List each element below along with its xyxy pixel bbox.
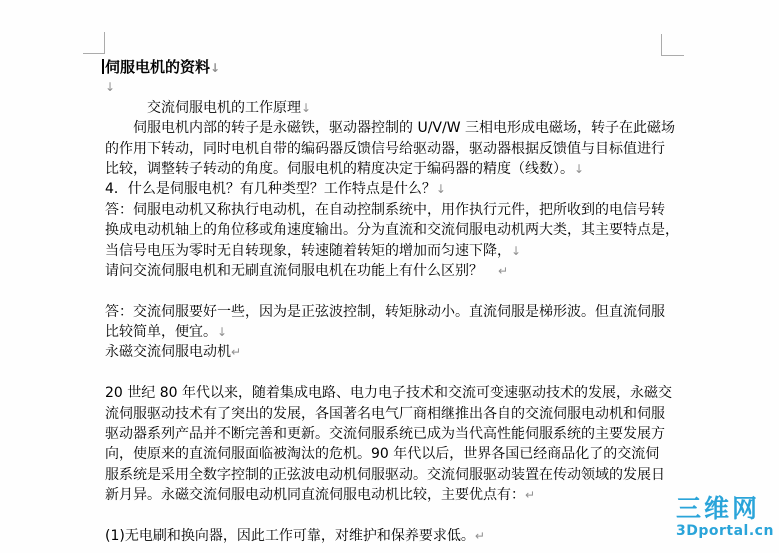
line-text: 流伺服驱动技术有了突出的发展，各国著名电气厂商相继推出各自的交流伺服电动机和伺服 <box>105 405 665 422</box>
watermark <box>676 495 774 538</box>
line-text: 的作用下转动，同时电机自带的编码器反馈信号给驱动器，驱动器根据反馈值与目标值进行 <box>105 140 665 157</box>
line-text: 答：交流伺服要好一些，因为是正弦波控制，转矩脉动小。直流伺服是梯形波。但直流伺服 <box>105 303 665 320</box>
line-text: 比较，调整转子转动的角度。伺服电机的精度决定于编码器的精度（线数）。 <box>105 160 574 177</box>
text-line[interactable] <box>105 444 665 464</box>
line-text: 新月异。永磁交流伺服电动机同直流伺服电动机比较，主要优点有： <box>105 487 525 504</box>
text-line[interactable] <box>105 281 665 301</box>
line-text: 4．什么是伺服电机？有几种类型？工作特点是什么？ <box>105 181 436 198</box>
text-line[interactable] <box>105 261 665 281</box>
line-break-mark: ↓ <box>301 100 312 115</box>
line-text: 伺服电机的资料 <box>105 58 211 76</box>
paragraph-mark: ↵ <box>474 528 485 543</box>
text-boundary-mark-top-right <box>661 34 684 56</box>
line-text: 向，使原来的直流伺服面临被淘汰的危机。90 年代以后，世界各国已经商品化了的交流伺 <box>105 446 660 463</box>
text-line[interactable] <box>105 200 665 220</box>
paragraph-mark: ↵ <box>525 488 536 503</box>
line-text: (1)无电刷和换向器，因此工作可靠，对维护和保养要求低。 <box>105 527 475 544</box>
line-text: 永磁交流伺服电动机 <box>105 344 231 361</box>
line-text: 请问交流伺服电机和无刷直流伺服电机在功能上有什么区别？ <box>105 262 483 279</box>
text-line[interactable] <box>105 159 665 179</box>
text-line[interactable] <box>105 383 672 403</box>
text-line[interactable] <box>105 424 665 444</box>
text-line[interactable] <box>105 342 665 362</box>
watermark-logo-text: 三维网 <box>676 494 761 523</box>
text-line[interactable] <box>105 241 665 261</box>
text-cursor <box>102 59 104 74</box>
watermark-site-text: 3Dportal.cn <box>676 523 774 539</box>
text-line[interactable] <box>105 404 665 424</box>
text-line[interactable] <box>105 139 665 159</box>
line-text: 伺服电机内部的转子是永磁铁，驱动器控制的 U/V/W 三相电形成电磁场，转子在此磁场 <box>133 120 675 137</box>
text-line[interactable] <box>105 302 665 322</box>
text-line[interactable] <box>105 77 665 97</box>
line-break-mark: ↓ <box>105 80 116 95</box>
text-line[interactable] <box>105 322 665 342</box>
line-text: 换成电动机轴上的角位移或角速度输出。分为直流和交流伺服电动机两大类，其主要特点是， <box>105 222 679 239</box>
text-line[interactable] <box>105 485 665 505</box>
text-line[interactable] <box>105 57 665 77</box>
text-boundary-mark-top-left <box>83 32 105 54</box>
paragraph-mark: ↵ <box>498 263 509 278</box>
line-text: 驱动器系列产品并不断完善和更新。交流伺服系统已成为当代高性能伺服系统的主要发展方 <box>105 426 665 443</box>
paragraph-mark: ↵ <box>231 345 242 360</box>
line-text: 当信号电压为零时无自转现象，转速随着转矩的增加而匀速下降， <box>105 242 511 259</box>
text-line[interactable] <box>105 98 665 118</box>
text-line[interactable] <box>105 220 679 240</box>
line-text: 交流伺服电机的工作原理 <box>147 99 301 116</box>
text-line[interactable] <box>105 363 665 383</box>
line-text: 服系统是采用全数字控制的正弦波电动机伺服驱动。交流伺服驱动装置在传动领域的发展日 <box>105 466 665 483</box>
line-break-mark: ↓ <box>210 61 221 75</box>
line-text: 答：伺服电动机又称执行电动机，在自动控制系统中，用作执行元件，把所收到的电信号转 <box>105 201 665 218</box>
document-text[interactable] <box>105 57 679 546</box>
line-break-mark: ↓ <box>511 243 522 258</box>
text-line[interactable] <box>105 526 665 546</box>
text-line[interactable] <box>105 179 665 199</box>
line-break-mark: ↓ <box>574 161 585 176</box>
line-break-mark: ↓ <box>435 182 446 197</box>
text-line[interactable] <box>105 465 665 485</box>
text-line[interactable] <box>105 506 665 526</box>
line-text: 20 世纪 80 年代以来，随着集成电路、电力电子技术和交流可变速驱动技术的发展，永磁交 <box>105 385 672 402</box>
line-break-mark: ↓ <box>217 325 228 340</box>
text-line[interactable] <box>105 118 675 138</box>
line-text: 比较简单，便宜。 <box>105 324 217 341</box>
